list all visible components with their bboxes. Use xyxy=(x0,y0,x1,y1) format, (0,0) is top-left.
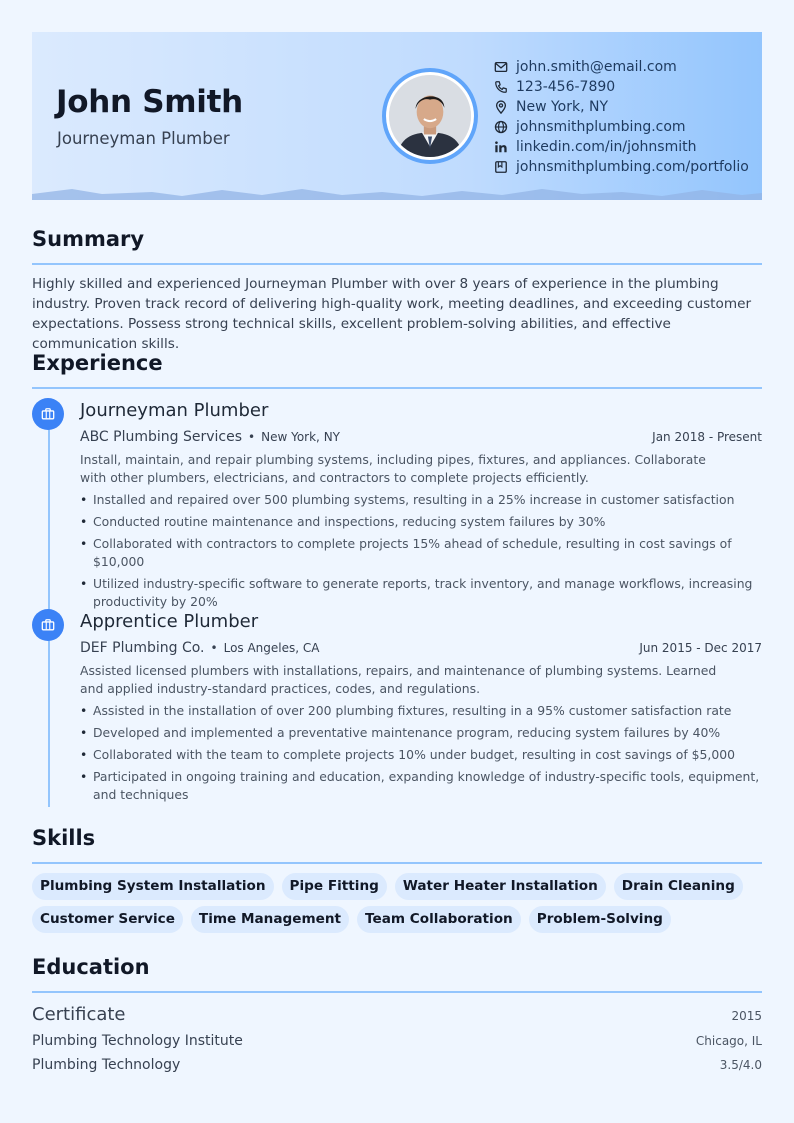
mail-icon xyxy=(494,60,508,74)
skill-chip: Drain Cleaning xyxy=(614,873,743,900)
summary-divider xyxy=(32,263,762,265)
skills-heading: Skills xyxy=(32,826,96,850)
skill-chip: Plumbing System Installation xyxy=(32,873,274,900)
job-company-line xyxy=(80,429,340,445)
job-location: Los Angeles, CA xyxy=(223,641,320,655)
job-company: DEF Plumbing Co. xyxy=(80,640,205,656)
globe-icon xyxy=(494,120,508,134)
job-achievements xyxy=(80,491,762,615)
separator-dot: • xyxy=(210,641,218,655)
separator-dot: • xyxy=(248,430,256,444)
contact-linkedin-text: linkedin.com/in/johnsmith xyxy=(516,139,697,155)
skills-divider xyxy=(32,862,762,864)
skill-chip: Problem-Solving xyxy=(529,906,671,933)
job-marker xyxy=(32,609,64,641)
list-item: • Developed and implemented a preventative maintenance program, reducing system failures by 40% xyxy=(80,724,762,742)
profile-photo xyxy=(389,75,471,157)
contact-linkedin[interactable] xyxy=(494,137,749,157)
phone-icon xyxy=(494,80,508,94)
location-pin-icon xyxy=(494,100,508,114)
job-dates: Jan 2018 - Present xyxy=(652,430,762,444)
contact-location xyxy=(494,97,749,117)
contact-portfolio[interactable] xyxy=(494,157,749,177)
education-divider xyxy=(32,991,762,993)
job-achievements xyxy=(80,702,762,808)
education-heading: Education xyxy=(32,955,150,979)
contact-email-text: john.smith@email.com xyxy=(516,59,677,75)
job-description: Install, maintain, and repair plumbing systems, including pipes, fixtures, and appliances. Collaborate with other plumbers, electricians, and contractors to complete projects efficiently. xyxy=(80,452,706,485)
experience-heading: Experience xyxy=(32,351,163,375)
list-item: • Participated in ongoing training and education, expanding knowledge of industry-specific tools, equipment, and techniques xyxy=(80,768,762,804)
briefcase-icon xyxy=(41,407,55,421)
list-item: • Conducted routine maintenance and inspections, reducing system failures by 30% xyxy=(80,513,762,531)
skill-chip: Team Collaboration xyxy=(357,906,521,933)
job-dates: Jun 2015 - Dec 2017 xyxy=(639,641,762,655)
linkedin-icon xyxy=(494,140,508,154)
list-item: • Collaborated with the team to complete projects 10% under budget, resulting in cost savings of $5,000 xyxy=(80,746,762,764)
contact-website[interactable] xyxy=(494,117,749,137)
skill-chip: Time Management xyxy=(191,906,349,933)
education-degree: Certificate xyxy=(32,1004,126,1025)
briefcase-icon xyxy=(41,618,55,632)
education-institution-row xyxy=(32,1033,762,1049)
profile-photo-frame xyxy=(382,68,478,164)
experience-divider xyxy=(32,387,762,389)
summary-text: Highly skilled and experienced Journeyman Plumber with over 8 years of experience in the plumbing industry. Proven track record of delivering high-quality work, meeting deadlines, and exceeding customer expectations. Possess strong technical skills, excellent problem-solving abilities, and effective communication skills. xyxy=(32,276,752,352)
education-institution: Plumbing Technology Institute xyxy=(32,1033,243,1049)
decorative-wave xyxy=(32,184,762,200)
contact-phone[interactable] xyxy=(494,77,749,97)
contact-location-text: New York, NY xyxy=(516,99,609,115)
job-title: Journeyman Plumber xyxy=(80,400,269,421)
contact-website-text: johnsmithplumbing.com xyxy=(516,119,686,135)
portfolio-icon xyxy=(494,160,508,174)
job-marker xyxy=(32,398,64,430)
job-location: New York, NY xyxy=(261,430,340,444)
contact-list xyxy=(494,57,749,177)
education-gpa: 3.5/4.0 xyxy=(719,1058,762,1072)
list-item: • Collaborated with contractors to complete projects 15% ahead of schedule, resulting in cost savings of $10,000 xyxy=(80,535,762,571)
list-item: • Assisted in the installation of over 200 plumbing fixtures, resulting in a 95% customer satisfaction rate xyxy=(80,702,762,720)
job-company: ABC Plumbing Services xyxy=(80,429,243,445)
contact-portfolio-text: johnsmithplumbing.com/portfolio xyxy=(516,159,749,175)
education-year: 2015 xyxy=(731,1009,762,1023)
list-item: • Utilized industry-specific software to generate reports, track inventory, and manage workflows, increasing productivity by 20% xyxy=(80,575,762,611)
summary-heading: Summary xyxy=(32,227,145,251)
education-location: Chicago, IL xyxy=(695,1034,762,1048)
candidate-title: Journeyman Plumber xyxy=(57,129,230,148)
job-title: Apprentice Plumber xyxy=(80,611,259,632)
skill-chip: Water Heater Installation xyxy=(395,873,606,900)
education-field: Plumbing Technology xyxy=(32,1057,181,1073)
skill-chip: Customer Service xyxy=(32,906,183,933)
education-degree-row xyxy=(32,1004,762,1025)
list-item: • Installed and repaired over 500 plumbing systems, resulting in a 25% increase in customer satisfaction xyxy=(80,491,762,509)
contact-email[interactable] xyxy=(494,57,749,77)
skills-list xyxy=(32,873,762,933)
skill-chip: Pipe Fitting xyxy=(282,873,387,900)
education-field-row xyxy=(32,1057,762,1073)
job-company-line xyxy=(80,640,319,656)
job-description: Assisted licensed plumbers with installations, repairs, and maintenance of plumbing systems. Learned and applied industry-standard practices, codes, and regulations. xyxy=(80,663,717,696)
contact-phone-text: 123-456-7890 xyxy=(516,79,616,95)
resume-header xyxy=(32,32,762,200)
candidate-name: John Smith xyxy=(56,84,243,120)
